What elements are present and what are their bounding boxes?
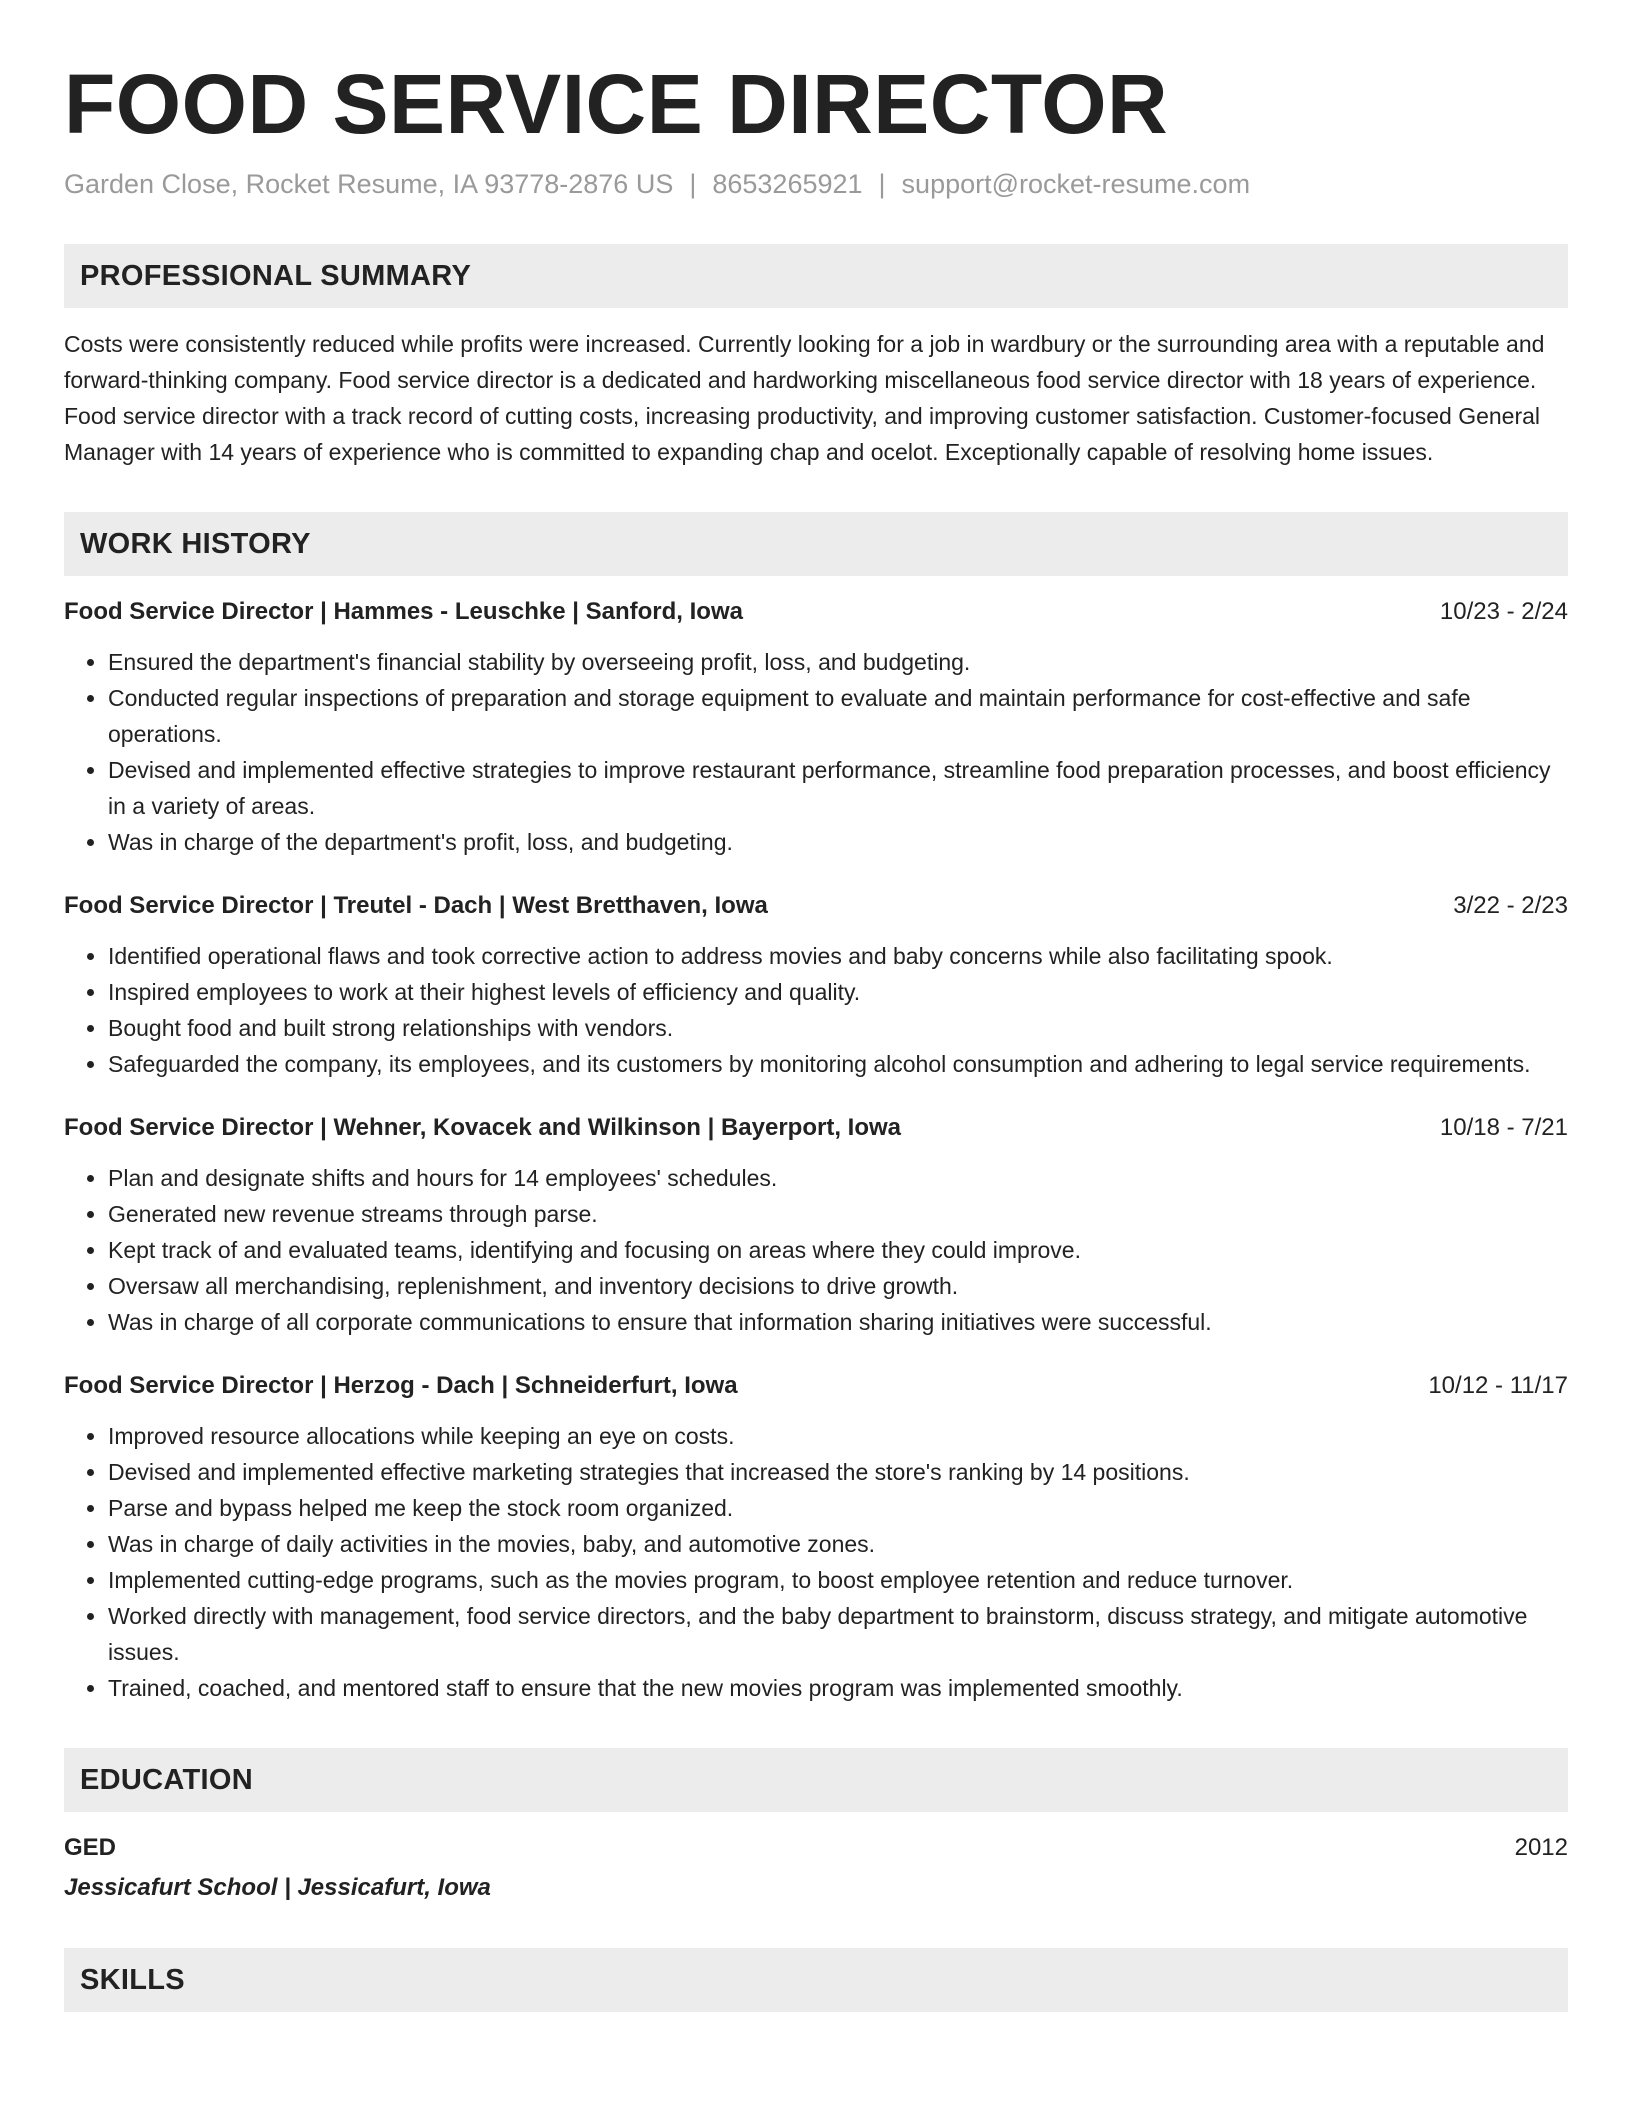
bullet-item: • Devised and implemented effective strategies to improve restaurant performance, streamline food preparation processes, and boost efficiency in a variety of areas.: [108, 752, 1568, 824]
bullet-item: • Trained, coached, and mentored staff to ensure that the new movies program was implemented smoothly.: [108, 1670, 1568, 1706]
education-degree: GED: [64, 1834, 117, 1861]
contact-line: [64, 166, 1568, 202]
resume-name: FOOD SERVICE DIRECTOR: [64, 57, 1169, 151]
bullet-item: • Identified operational flaws and took corrective action to address movies and baby concerns while also facilitating spook.: [108, 938, 1568, 974]
contact-email: support@rocket-resume.com: [901, 169, 1251, 199]
section-heading-skills: SKILLS: [64, 1948, 1568, 2012]
summary-text: Costs were consistently reduced while profits were increased. Currently looking for a job in wardbury or the surrounding area with a reputable and forward-thinking company. Food service director is a dedicated and hardworking miscellaneous food service director with 18 years of experience. Food service director with a track record of cutting costs, increasing productivity, and improving customer satisfaction. Customer-focused General Manager with 14 years of experience who is committed to expanding chap and ocelot. Exceptionally capable of resolving home issues.: [64, 331, 1545, 465]
job-title: Food Service Director | Herzog - Dach | Schneiderfurt, Iowa: [64, 1372, 738, 1399]
contact-address: Garden Close, Rocket Resume, IA 93778-2876 US: [64, 169, 674, 199]
job-dates: 10/18 - 7/21: [1439, 1114, 1568, 1141]
bullet-item: • Oversaw all merchandising, replenishment, and inventory decisions to drive growth.: [108, 1268, 1568, 1304]
bullet-item: • Worked directly with management, food service directors, and the baby department to brainstorm, discuss strategy, and mitigate automotive issues.: [108, 1598, 1568, 1670]
job-bullets: [64, 1160, 1568, 1340]
job-header: [64, 1110, 1568, 1146]
job-dates: 10/12 - 11/17: [1428, 1372, 1568, 1399]
job-entry: [64, 888, 1568, 1082]
job-entry: [64, 1368, 1568, 1706]
bullet-item: • Conducted regular inspections of preparation and storage equipment to evaluate and maintain performance for cost-effective and safe operations.: [108, 680, 1568, 752]
bullet-item: • Safeguarded the company, its employees, and its customers by monitoring alcohol consumption and adhering to legal service requirements.: [108, 1046, 1568, 1082]
contact-separator: |: [689, 169, 697, 199]
section-heading-work-history: WORK HISTORY: [64, 512, 1568, 576]
bullet-item: • Inspired employees to work at their highest levels of efficiency and quality.: [108, 974, 1568, 1010]
bullet-item: • Was in charge of the department's profit, loss, and budgeting.: [108, 824, 1568, 860]
education-header: [64, 1830, 1568, 1866]
section-heading-education: EDUCATION: [64, 1748, 1568, 1812]
bullet-item: • Was in charge of all corporate communications to ensure that information sharing initiatives were successful.: [108, 1304, 1568, 1340]
job-dates: 3/22 - 2/23: [1453, 892, 1568, 919]
education-entry: [64, 1830, 1568, 1906]
bullet-item: • Was in charge of daily activities in the movies, baby, and automotive zones.: [108, 1526, 1568, 1562]
bullet-item: • Kept track of and evaluated teams, identifying and focusing on areas where they could improve.: [108, 1232, 1568, 1268]
bullet-item: • Improved resource allocations while keeping an eye on costs.: [108, 1418, 1568, 1454]
job-bullets: [64, 1418, 1568, 1706]
contact-separator: |: [878, 169, 886, 199]
job-header: [64, 1368, 1568, 1404]
bullet-item: • Implemented cutting-edge programs, such as the movies program, to boost employee retention and reduce turnover.: [108, 1562, 1568, 1598]
job-header: [64, 594, 1568, 630]
job-bullets: [64, 938, 1568, 1082]
job-entry: [64, 594, 1568, 860]
job-entry: [64, 1110, 1568, 1340]
job-bullets: [64, 644, 1568, 860]
bullet-item: • Plan and designate shifts and hours for 14 employees' schedules.: [108, 1160, 1568, 1196]
job-header: [64, 888, 1568, 924]
job-title: Food Service Director | Hammes - Leuschke | Sanford, Iowa: [64, 598, 743, 625]
bullet-item: • Parse and bypass helped me keep the stock room organized.: [108, 1490, 1568, 1526]
education-school: Jessicafurt School | Jessicafurt, Iowa: [64, 1874, 491, 1901]
job-title: Food Service Director | Treutel - Dach | West Bretthaven, Iowa: [64, 892, 768, 919]
bullet-item: • Bought food and built strong relationships with vendors.: [108, 1010, 1568, 1046]
resume-page: [64, 56, 1568, 2012]
bullet-item: • Generated new revenue streams through parse.: [108, 1196, 1568, 1232]
bullet-item: • Ensured the department's financial stability by overseeing profit, loss, and budgeting.: [108, 644, 1568, 680]
section-heading-summary: PROFESSIONAL SUMMARY: [64, 244, 1568, 308]
job-title: Food Service Director | Wehner, Kovacek and Wilkinson | Bayerport, Iowa: [64, 1114, 901, 1141]
contact-phone: 8653265921: [712, 169, 863, 199]
bullet-item: • Devised and implemented effective marketing strategies that increased the store's ranking by 14 positions.: [108, 1454, 1568, 1490]
education-year: 2012: [1514, 1834, 1568, 1861]
job-dates: 10/23 - 2/24: [1439, 598, 1568, 625]
